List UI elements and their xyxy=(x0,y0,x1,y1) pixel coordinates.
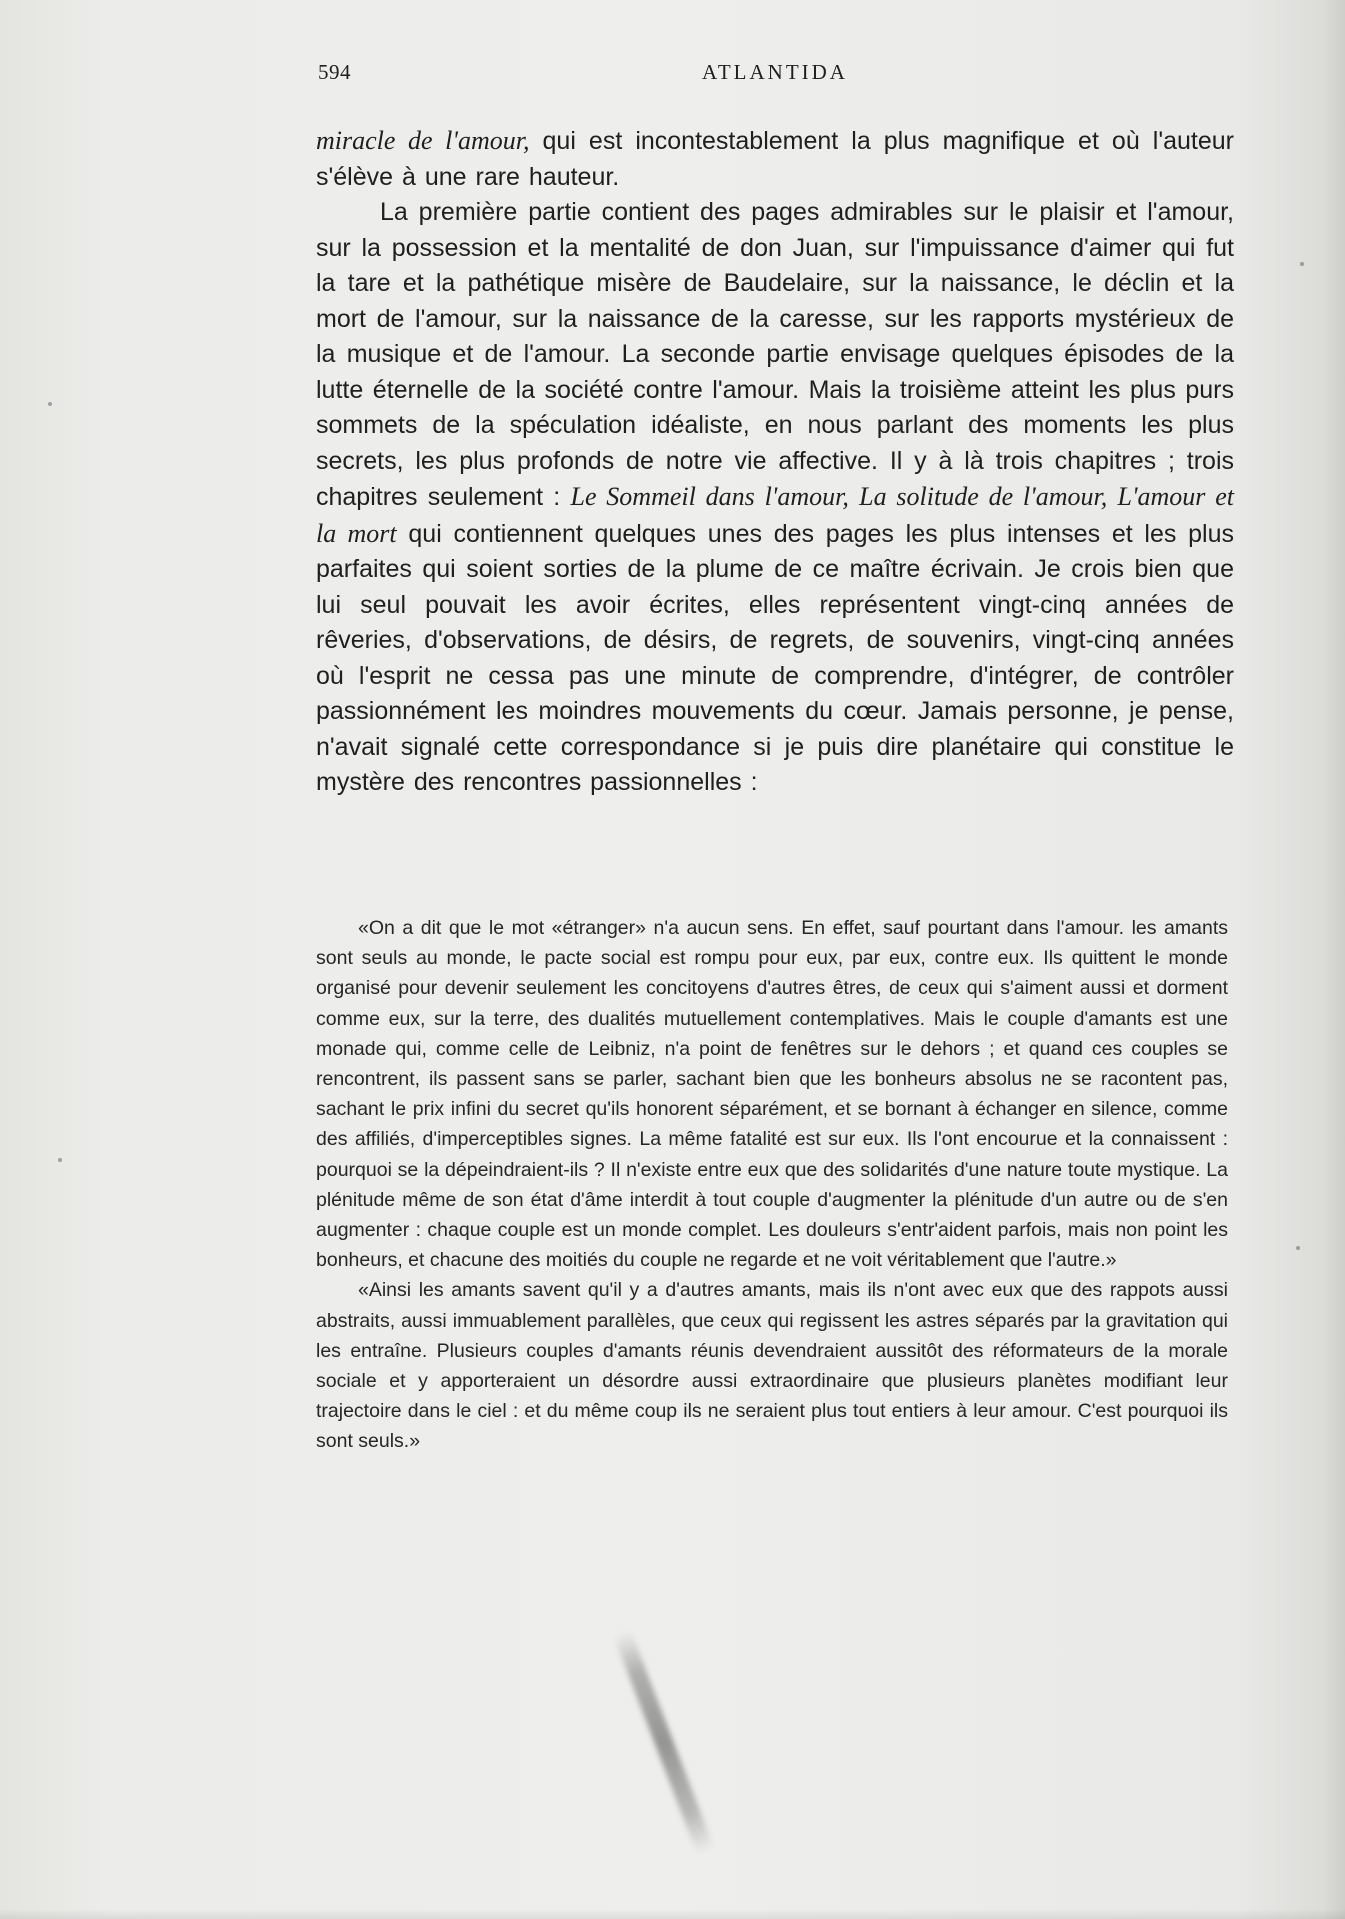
scan-speck xyxy=(48,402,52,406)
paragraph-text: qui contiennent quelques unes des pages les plus intenses et les plus parfaites qui soient sorties de la plume de ce maître écrivain. Je crois bien que lui seul pouvait les avoir écrites, elles représentent vingt-cinq années de rêveries, d'observations, de désirs, de regrets, de souvenirs, vingt-cinq années où l'esprit ne cessa pas une minute de comprendre, d'intégrer, de contrôler passionnément les moindres mouvements du cœur. Jamais personne, je pense, n'avait signalé cette correspondance si je puis dire planétaire qui constitue le mystère des rencontres passionnelles : xyxy=(316,519,1235,796)
block-quote xyxy=(316,913,1228,1457)
paragraph-text: qui est incontestablement la plus magnifique et où l'auteur s'élève à une rare hauteur. xyxy=(316,127,1234,191)
paragraph-text: La première partie contient des pages admirables sur le plaisir et l'amour, sur la possession et la mentalité de don Juan, sur l'impuissance d'aimer qui fut la tare et la pathétique misère de Baudelaire, sur la naissance, le déclin et la mort de l'amour, sur la naissance de la caresse, sur les rapports mystérieux de la musique et de l'amour. La seconde partie envisage quelques épisodes de la lutte éternelle de la société contre l'amour. Mais la troisième atteint les plus purs sommets de la spéculation idéaliste, en nous parlant des moments les plus secrets, les plus profonds de notre vie affective. Il y à là trois chapitres ; trois chapitres seulement : xyxy=(316,198,1234,511)
italic-phrase: miracle de l'amour, xyxy=(316,126,530,155)
body-text xyxy=(316,123,1234,801)
page-bottom-shadow xyxy=(0,1909,1345,1919)
chapter-title: La solitude de l'amour, xyxy=(859,482,1108,511)
page-edge-shadow xyxy=(1323,0,1345,1919)
scan-speck xyxy=(1300,262,1304,266)
chapter-title: Le Sommeil dans l'amour, xyxy=(570,482,849,511)
scan-speck xyxy=(58,1158,62,1162)
page-header xyxy=(316,60,1234,92)
quote-paragraph: «Ainsi les amants savent qu'il y a d'autres amants, mais ils n'ont avec eux que des rappots aussi abstraits, aussi immuablement parallèles, que ceux qui regissent les astres séparés par la gravitation qui les entraîne. Plusieurs couples d'amants réunis devendraient aussitôt des réformateurs de la morale sociale et y apporteraient un désordre aussi extraordinaire que plusieurs planètes modifiant leur trajectoire dans le ciel : et du même coup ils ne seraient plus tout entiers à leur amour. C'est pourquoi ils sont seuls.» xyxy=(316,1279,1228,1453)
paragraph-continuation xyxy=(316,123,1234,195)
page-number: 594 xyxy=(318,60,351,84)
running-head: ATLANTIDA xyxy=(702,60,848,84)
chapter-title: L'amour et la mort xyxy=(316,482,1234,548)
scan-speck xyxy=(1296,1246,1300,1250)
quote-paragraph: «On a dit que le mot «étranger» n'a aucun sens. En effet, sauf pourtant dans l'amour. les amants sont seuls au monde, le pacte social est rompu pour eux, par eux, contre eux. Ils quittent le monde organisé pour devenir seulement les concitoyens d'autres êtres, de ceux qui s'aiment aussi et dorment comme eux, sur la terre, des dualités mutuellement contemplatives. Mais le couple d'amants est une monade qui, comme celle de Leibniz, n'a point de fenêtres sur le dehors ; et quand ces couples se rencontrent, ils passent sans se parler, sachant bien que les bonheurs absolus ne se racontent pas, sachant le prix infini du secret qu'ils honorent séparément, et se bornant à échanger en silence, comme des affiliés, d'imperceptibles signes. La même fatalité est sur eux. Ils l'ont encourue et la connaissent : pourquoi se la dépeindraient-ils ? Il n'existe entre eux que des solidarités d'une nature toute mystique. La plénitude même de son état d'âme interdit à tout couple d'augmenter la plénitude d'un autre ou de s'en augmenter : chaque couple est un monde complet. Les douleurs s'entr'aident parfois, mais non point les bonheurs, et chacune des moitiés du couple ne regarde et ne voit véritablement que l'autre.» xyxy=(316,917,1228,1272)
paragraph-main xyxy=(316,195,1234,801)
scan-smudge xyxy=(613,1630,714,1856)
